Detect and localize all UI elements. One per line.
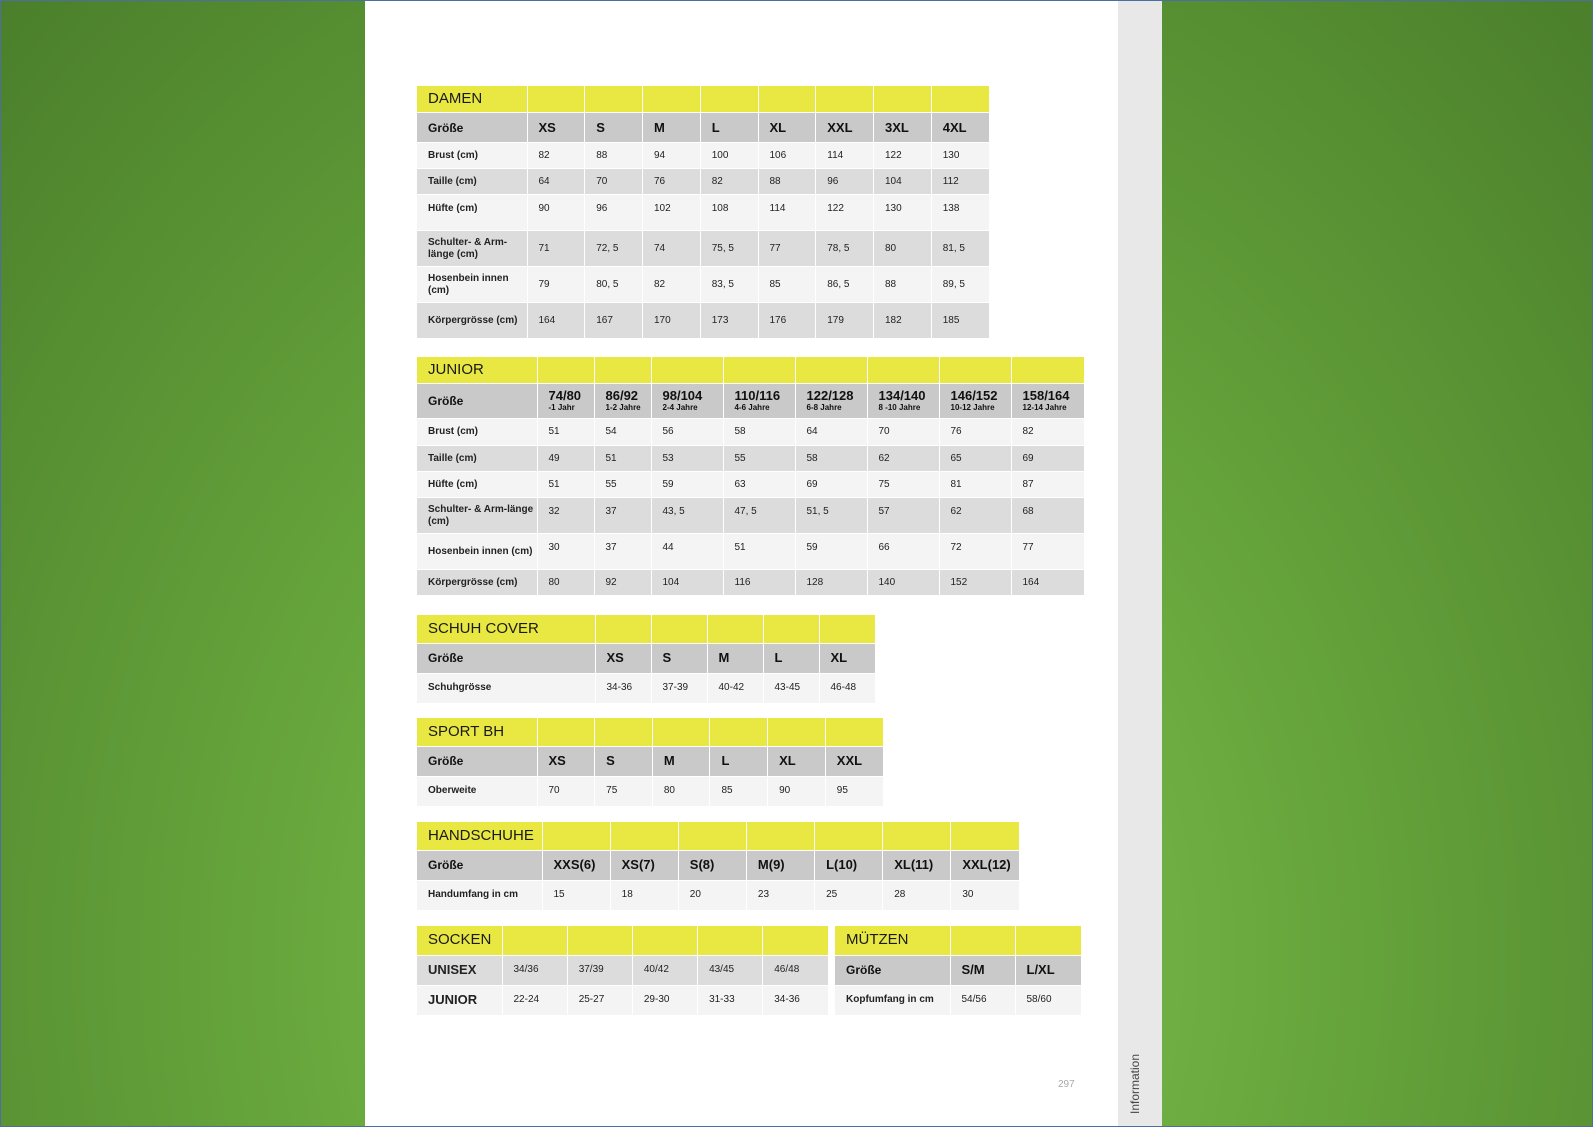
table-cell: 87 [1011,472,1084,498]
table-cell: 80 [537,570,594,596]
table-cell: 34/36 [502,955,567,985]
table-cell: 80 [874,231,932,267]
table-header-row [417,643,875,673]
table-cell: 53 [651,446,723,472]
table-cell: 55 [594,472,651,498]
table-cell: 112 [931,169,989,195]
table-cell: 179 [816,303,874,339]
table-cell: 71 [527,231,585,267]
table-cell: 152 [939,570,1011,596]
header-label: Größe [417,746,537,776]
table-cell: 65 [939,446,1011,472]
table-cell: 86, 5 [816,267,874,303]
table-cell: 47, 5 [723,498,795,534]
size-header: XL [819,643,875,673]
table-cell: 82 [700,169,758,195]
table-cell: 78, 5 [816,231,874,267]
size-header: 134/140 8 -10 Jahre [867,384,939,419]
table-cell: 64 [527,169,585,195]
table-cell: 25 [815,880,883,910]
size-header: S [585,113,643,143]
table-cell: 49 [537,446,594,472]
table-cell: 18 [610,880,678,910]
table-cell: 130 [931,143,989,169]
size-header: XL(11) [883,850,951,880]
table-cell: 88 [585,143,643,169]
side-tab [1118,1,1162,1126]
size-header: 146/152 10-12 Jahre [939,384,1011,419]
table-cell: 58 [723,419,795,446]
table-cell: 140 [867,570,939,596]
table-row [417,419,1084,446]
table-title-row [417,615,875,643]
size-header: XS [527,113,585,143]
size-header: L/XL [1015,955,1081,985]
table-title: SOCKEN [417,926,502,955]
table-cell: 62 [939,498,1011,534]
table-cell: 28 [883,880,951,910]
size-header: 110/116 4-6 Jahre [723,384,795,419]
table-cell: 51 [723,534,795,570]
table-cell: 37 [594,534,651,570]
size-header: M(9) [746,850,814,880]
table-cell: 122 [816,195,874,231]
size-header: 74/80 -1 Jahr [537,384,594,419]
table-cell: 46-48 [819,673,875,703]
row-label: Körpergrösse (cm) [417,303,527,339]
table-cell: 68 [1011,498,1084,534]
table-cell: 51 [537,419,594,446]
table-title: DAMEN [417,86,527,113]
size-header: 86/92 1-2 Jahre [594,384,651,419]
table-cell: 25-27 [567,985,632,1015]
table-cell: 176 [758,303,816,339]
table-cell: 128 [795,570,867,596]
table-row [417,985,828,1015]
table-header-row [417,113,989,143]
table-cell: 88 [758,169,816,195]
table-cell: 51, 5 [795,498,867,534]
table-cell: 81 [939,472,1011,498]
header-label: Größe [835,955,950,985]
table-cell: 46/48 [763,955,828,985]
table-cell: 30 [951,880,1019,910]
size-header: 4XL [931,113,989,143]
table-cell: 92 [594,570,651,596]
table-cell: 90 [527,195,585,231]
table-cell: 54/56 [950,985,1015,1015]
table-cell: 114 [816,143,874,169]
table-cell: 23 [746,880,814,910]
table-cell: 63 [723,472,795,498]
table-title-row [835,926,1081,955]
table-cell: 90 [768,776,826,806]
row-label: Kopfumfang in cm [835,985,950,1015]
size-header: XL [768,746,826,776]
row-label: Hüfte (cm) [417,472,537,498]
size-header: S/M [950,955,1015,985]
table-cell: 72 [939,534,1011,570]
table-cell: 80, 5 [585,267,643,303]
size-header: L [763,643,819,673]
table-cell: 170 [643,303,701,339]
table-cell: 82 [643,267,701,303]
table-cell: 75 [595,776,653,806]
table-title-row [417,926,828,955]
size-header: M [707,643,763,673]
size-header: XS [595,643,651,673]
table-row [417,472,1084,498]
table-row [417,143,989,169]
table-cell: 76 [939,419,1011,446]
table-cell: 100 [700,143,758,169]
table-row [417,534,1084,570]
table-cell: 122 [874,143,932,169]
table-cell: 104 [651,570,723,596]
table-cell: 40/42 [632,955,697,985]
table-cell: 69 [795,472,867,498]
table-cell: 43-45 [763,673,819,703]
table-cell: 96 [816,169,874,195]
table-cell: 77 [1011,534,1084,570]
table-cell: 37 [594,498,651,534]
table-cell: 164 [527,303,585,339]
header-label: Größe [417,384,537,419]
table-cell: 43, 5 [651,498,723,534]
table-title: SPORT BH [417,718,537,746]
table-row [417,498,1084,534]
table-cell: 15 [542,880,610,910]
side-tab-label: Information [1128,1053,1142,1114]
table-row [835,985,1081,1015]
size-header: L [700,113,758,143]
table-cell: 182 [874,303,932,339]
table-cell: 30 [537,534,594,570]
size-header: XL [758,113,816,143]
table-row [417,673,875,703]
sport-bh-table [417,718,883,807]
schuh-cover-table [417,615,875,704]
table-cell: 58/60 [1015,985,1081,1015]
size-header: S(8) [678,850,746,880]
table-cell: 29-30 [632,985,697,1015]
size-header: XS(7) [610,850,678,880]
table-cell: 75, 5 [700,231,758,267]
table-cell: 83, 5 [700,267,758,303]
table-title: SCHUH COVER [417,615,595,643]
page-number: 297 [1058,1079,1075,1090]
size-header: M [652,746,710,776]
header-label: Größe [417,113,527,143]
table-cell: 55 [723,446,795,472]
table-cell: 81, 5 [931,231,989,267]
table-cell: 56 [651,419,723,446]
table-row [417,776,883,806]
table-cell: 37-39 [651,673,707,703]
row-label: Hosenbein innen (cm) [417,267,527,303]
row-label: Hüfte (cm) [417,195,527,231]
table-cell: 59 [651,472,723,498]
table-cell: 76 [643,169,701,195]
table-cell: 34-36 [763,985,828,1015]
table-cell: 85 [710,776,768,806]
table-cell: 88 [874,267,932,303]
table-cell: 80 [652,776,710,806]
table-title: JUNIOR [417,357,537,384]
table-cell: 79 [527,267,585,303]
table-row [417,195,989,231]
table-header-row [835,955,1081,985]
table-cell: 82 [1011,419,1084,446]
table-cell: 70 [537,776,595,806]
table-cell: 34-36 [595,673,651,703]
row-label: Brust (cm) [417,419,537,446]
table-cell: 94 [643,143,701,169]
table-title: HANDSCHUHE [417,822,542,850]
table-cell: 75 [867,472,939,498]
table-cell: 58 [795,446,867,472]
size-header: XXL(12) [951,850,1019,880]
table-cell: 85 [758,267,816,303]
table-cell: 40-42 [707,673,763,703]
size-header: XXL [825,746,883,776]
table-cell: 173 [700,303,758,339]
table-cell: 32 [537,498,594,534]
table-cell: 64 [795,419,867,446]
handschuhe-table [417,822,1019,911]
size-header: 122/128 6-8 Jahre [795,384,867,419]
table-cell: 57 [867,498,939,534]
table-title-row [417,357,1084,384]
table-cell: 164 [1011,570,1084,596]
table-cell: 74 [643,231,701,267]
row-label: Schuhgrösse [417,673,595,703]
table-row [417,267,989,303]
row-label: JUNIOR [417,985,502,1015]
size-header: L(10) [815,850,883,880]
table-cell: 72, 5 [585,231,643,267]
table-cell: 70 [867,419,939,446]
table-row [417,303,989,339]
row-label: Taille (cm) [417,169,527,195]
socken-table [417,926,828,1016]
table-cell: 102 [643,195,701,231]
damen-table [417,86,989,339]
table-cell: 106 [758,143,816,169]
table-cell: 59 [795,534,867,570]
table-cell: 89, 5 [931,267,989,303]
size-header: 158/164 12-14 Jahre [1011,384,1084,419]
table-cell: 66 [867,534,939,570]
table-row [417,446,1084,472]
table-cell: 69 [1011,446,1084,472]
muetzen-table [835,926,1081,1016]
size-header: S [595,746,653,776]
table-cell: 82 [527,143,585,169]
row-label: Schulter- & Arm-länge (cm) [417,498,537,534]
table-cell: 31-33 [698,985,763,1015]
header-label: Größe [417,643,595,673]
row-label: UNISEX [417,955,502,985]
table-cell: 104 [874,169,932,195]
table-cell: 138 [931,195,989,231]
table-cell: 51 [594,446,651,472]
table-row [417,955,828,985]
table-cell: 108 [700,195,758,231]
table-title-row [417,86,989,113]
table-row [417,231,989,267]
table-cell: 167 [585,303,643,339]
row-label: Handumfang in cm [417,880,542,910]
table-row [417,880,1019,910]
table-cell: 114 [758,195,816,231]
size-header: XXS(6) [542,850,610,880]
junior-table [417,357,1084,596]
header-label: Größe [417,850,542,880]
table-cell: 185 [931,303,989,339]
table-title-row [417,718,883,746]
size-header: XXL [816,113,874,143]
table-cell: 22-24 [502,985,567,1015]
table-header-row [417,746,883,776]
table-cell: 43/45 [698,955,763,985]
size-header: XS [537,746,595,776]
size-header: M [643,113,701,143]
table-cell: 70 [585,169,643,195]
table-cell: 62 [867,446,939,472]
row-label: Schulter- & Arm-länge (cm) [417,231,527,267]
table-cell: 77 [758,231,816,267]
size-header: S [651,643,707,673]
table-cell: 130 [874,195,932,231]
table-cell: 54 [594,419,651,446]
row-label: Taille (cm) [417,446,537,472]
table-cell: 51 [537,472,594,498]
size-header: L [710,746,768,776]
table-cell: 20 [678,880,746,910]
row-label: Körpergrösse (cm) [417,570,537,596]
table-header-row [417,384,1084,419]
table-cell: 95 [825,776,883,806]
table-cell: 44 [651,534,723,570]
table-cell: 116 [723,570,795,596]
table-title: MÜTZEN [835,926,950,955]
row-label: Oberweite [417,776,537,806]
row-label: Hosenbein innen (cm) [417,534,537,570]
size-header: 98/104 2-4 Jahre [651,384,723,419]
row-label: Brust (cm) [417,143,527,169]
table-cell: 96 [585,195,643,231]
table-row [417,169,989,195]
table-cell: 37/39 [567,955,632,985]
table-row [417,570,1084,596]
table-title-row [417,822,1019,850]
table-header-row [417,850,1019,880]
size-header: 3XL [874,113,932,143]
